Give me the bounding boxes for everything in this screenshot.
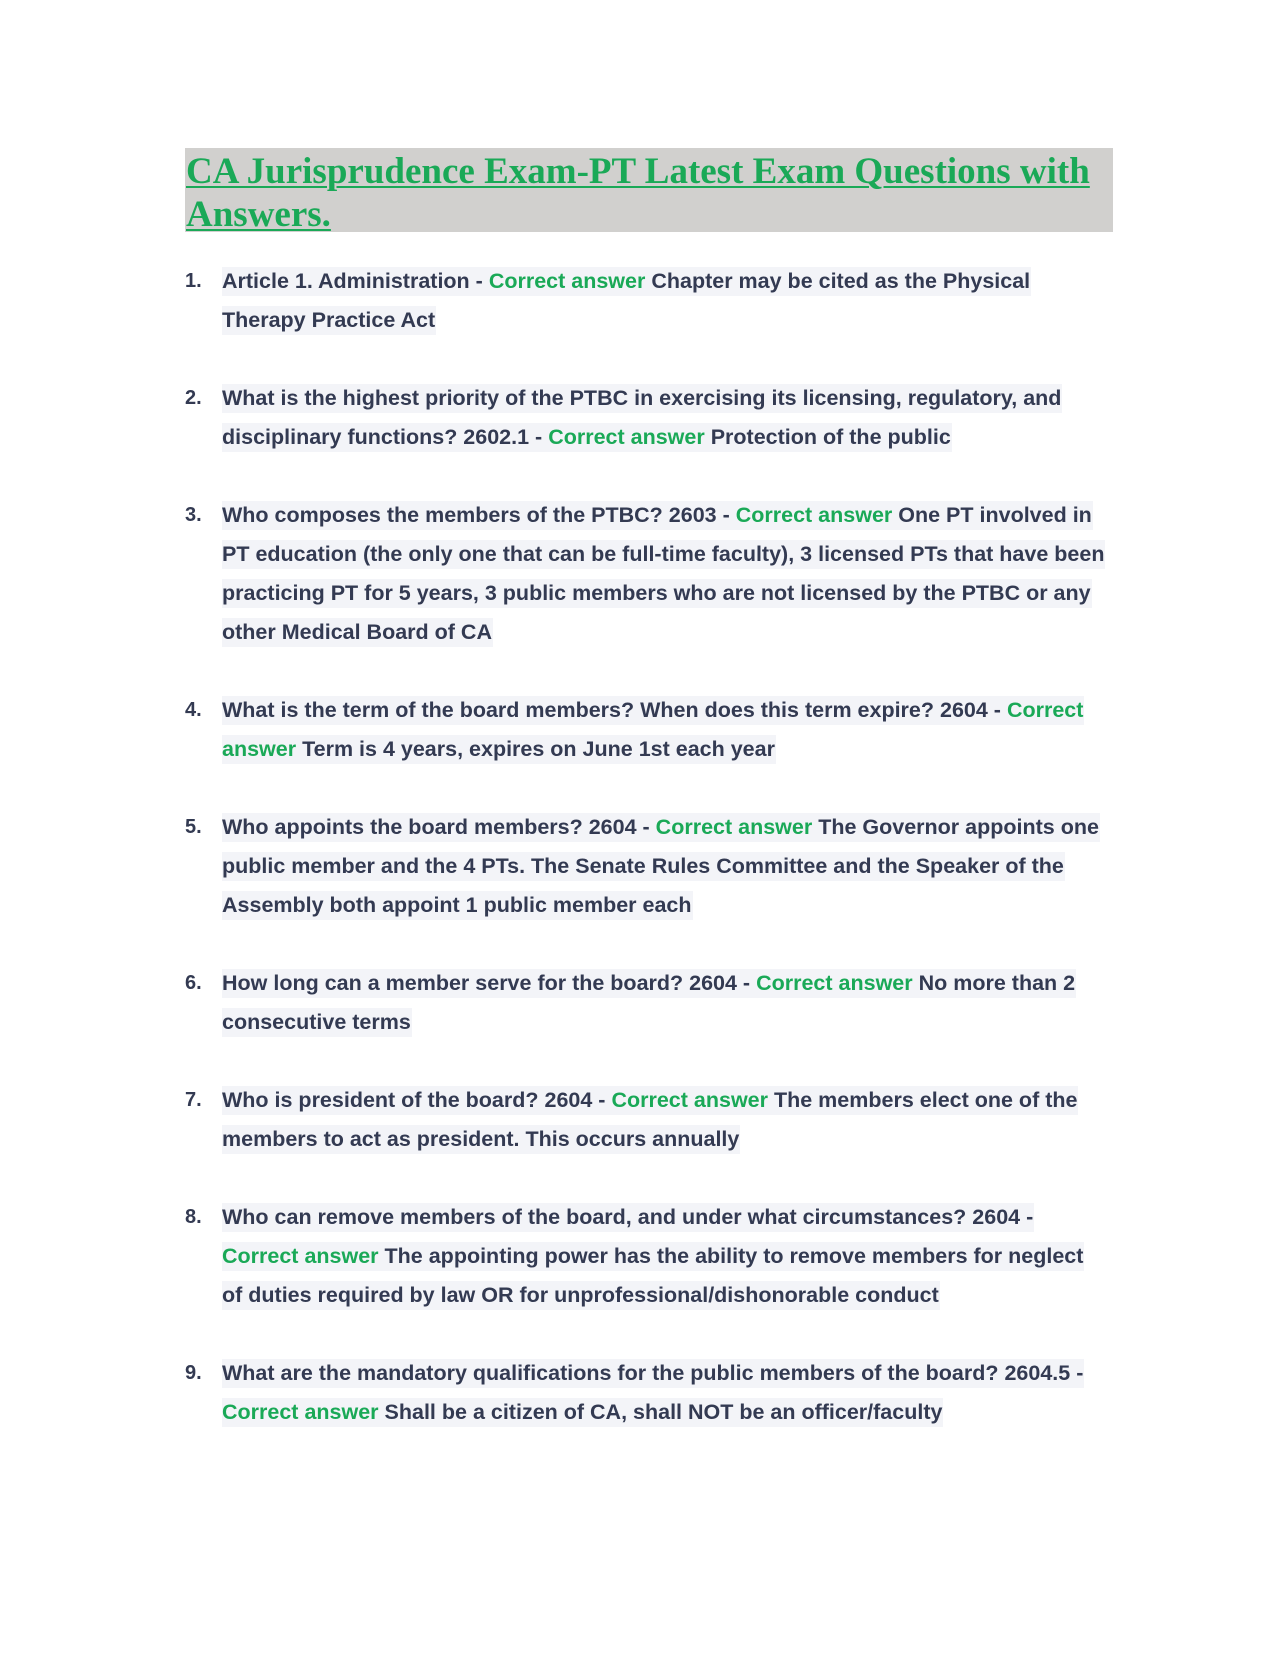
question-text: Who can remove members of the board, and under what circumstances? 2604 - (222, 1205, 1034, 1229)
item-text (222, 1081, 1113, 1159)
item-number: 5. (185, 816, 202, 838)
document-page (185, 148, 1113, 1471)
question-text: What is the term of the board members? When does this term expire? 2604 - (222, 698, 1001, 722)
item-text (222, 1198, 1113, 1315)
qa-item (185, 964, 1113, 1042)
answer-text: One PT involved in PT education (the only one that can be full-time faculty), 3 licensed PTs that have been practicing PT for 5 years, 3 public members who are not licensed by the PTBC or any other Medical Board of CA (222, 503, 1105, 644)
question-text: What is the highest priority of the PTBC in exercising its licensing, regulatory, and disciplinary functions? 2602.1 - (222, 386, 1062, 449)
qa-item (185, 379, 1113, 457)
answer-text: Protection of the public (710, 425, 951, 449)
document-title: CA Jurisprudence Exam-PT Latest Exam Questions with Answers. (186, 151, 1090, 235)
item-number: 6. (185, 972, 202, 994)
item-number: 8. (185, 1206, 202, 1228)
answer-text: The appointing power has the ability to remove members for neglect of duties required by law OR for unprofessional/dishonorable conduct (222, 1244, 1084, 1307)
question-text: How long can a member serve for the board? 2604 - (222, 971, 751, 995)
title-block (185, 148, 1113, 235)
item-number: 4. (185, 699, 202, 721)
correct-answer-label: Correct answer (222, 698, 1084, 761)
question-text: Article 1. Administration - (222, 269, 483, 293)
item-text (222, 262, 1113, 340)
correct-answer-label: Correct answer (222, 1244, 379, 1268)
qa-item (185, 1081, 1113, 1159)
correct-answer-label: Correct answer (548, 425, 705, 449)
correct-answer-label: Correct answer (655, 815, 813, 839)
qa-item (185, 262, 1113, 340)
answer-text: The Governor appoints one public member and the 4 PTs. The Senate Rules Committee and the Speaker of the Assembly both appoint 1 public member each (222, 815, 1099, 917)
item-text (222, 691, 1113, 769)
qa-item (185, 496, 1113, 652)
answer-text: No more than 2 consecutive terms (222, 971, 1076, 1034)
answer-text: Chapter may be cited as the Physical Therapy Practice Act (222, 269, 1031, 332)
item-number: 3. (185, 504, 202, 526)
correct-answer-label: Correct answer (222, 1400, 379, 1424)
item-text (222, 379, 1113, 457)
question-text: What are the mandatory qualifications for the public members of the board? 2604.5 - (222, 1361, 1084, 1385)
item-text (222, 1354, 1113, 1432)
item-number: 1. (185, 270, 202, 292)
item-number: 7. (185, 1089, 202, 1111)
answer-text: The members elect one of the members to act as president. This occurs annually (222, 1088, 1078, 1151)
answer-text: Term is 4 years, expires on June 1st each year (302, 737, 775, 761)
qa-item (185, 1354, 1113, 1432)
item-text (222, 808, 1113, 925)
question-text: Who appoints the board members? 2604 - (222, 815, 650, 839)
correct-answer-label: Correct answer (611, 1088, 768, 1112)
qa-list (185, 262, 1113, 1432)
question-text: Who is president of the board? 2604 - (222, 1088, 606, 1112)
qa-item (185, 808, 1113, 925)
item-number: 9. (185, 1362, 202, 1384)
correct-answer-label: Correct answer (488, 269, 646, 293)
answer-text: Shall be a citizen of CA, shall NOT be an officer/faculty (384, 1400, 943, 1424)
correct-answer-label: Correct answer (756, 971, 913, 995)
qa-item (185, 691, 1113, 769)
question-text: Who composes the members of the PTBC? 2603 - (222, 503, 730, 527)
item-text (222, 496, 1113, 652)
item-text (222, 964, 1113, 1042)
correct-answer-label: Correct answer (735, 503, 893, 527)
item-number: 2. (185, 387, 202, 409)
qa-item (185, 1198, 1113, 1315)
